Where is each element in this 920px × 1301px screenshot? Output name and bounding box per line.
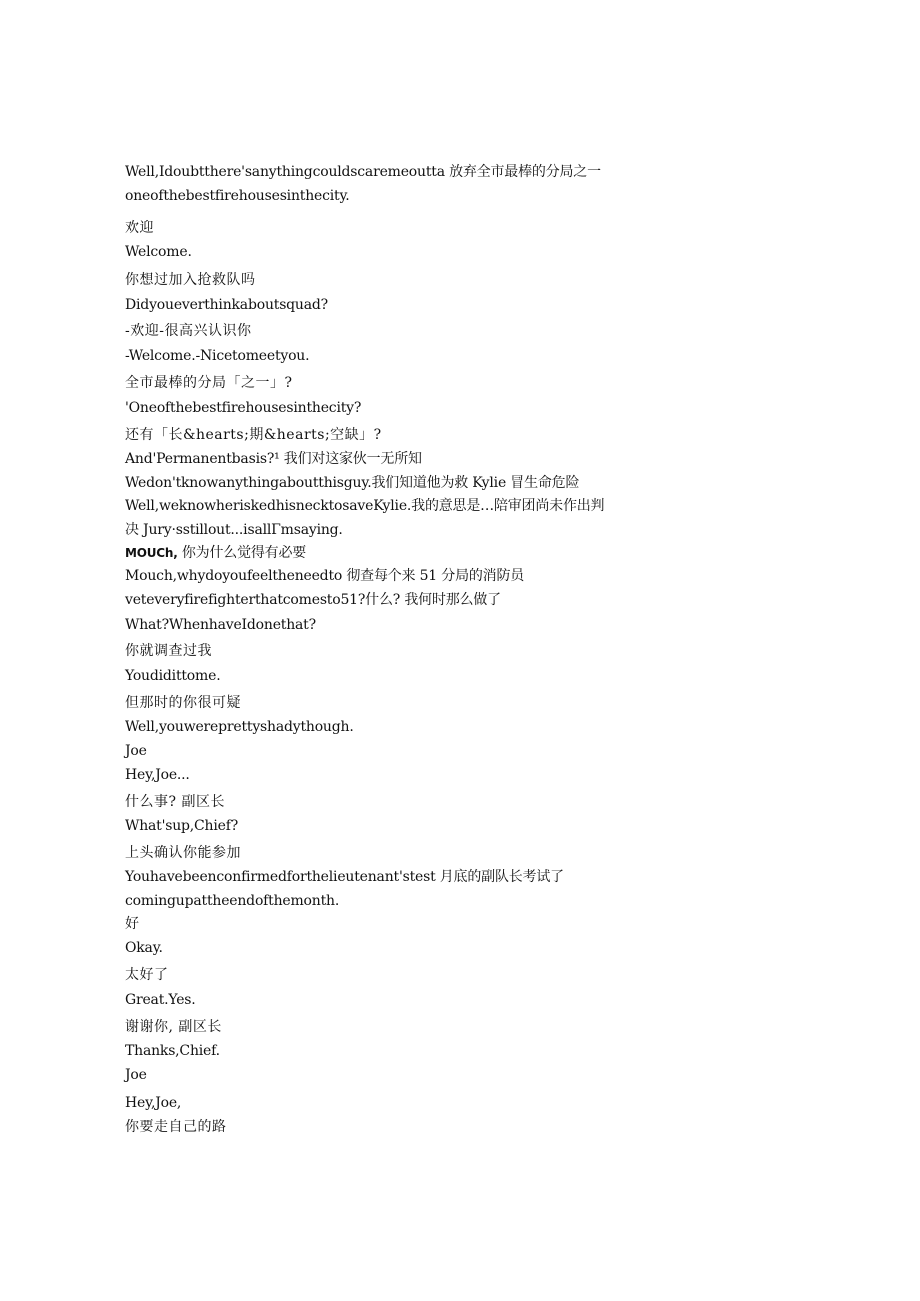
speaker-name: MOUCh, xyxy=(125,546,178,560)
text-line: Didyoueverthinkaboutsquad? xyxy=(125,297,328,313)
text-line: 全市最棒的分局「之一」? xyxy=(125,375,293,391)
text-line: Okay. xyxy=(125,940,163,956)
text-line: comingupattheendofthemonth. xyxy=(125,893,340,909)
text-line: What?WhenhaveIdonethat? xyxy=(125,617,316,633)
text-line: 还有「长&hearts;期&hearts;空缺」? xyxy=(125,427,382,443)
text-line: 上头确认你能参加 xyxy=(125,845,241,861)
text-line: 'Oneofthebestfirehousesinthecity? xyxy=(125,400,362,416)
text-line: 决 Jury·sstillout...isallΓmsaying. xyxy=(125,522,343,538)
text-line: oneofthebestfirehousesinthecity. xyxy=(125,188,350,204)
text-line: -Welcome.-Nicetomeetyou. xyxy=(125,348,310,364)
text-line: Wedon'tknowanythingaboutthisguy.我们知道他为救 Kylie 冒生命危险 xyxy=(125,475,580,491)
text-line: 谢谢你, 副区长 xyxy=(125,1019,222,1035)
text-line: 你想过加入抢救队吗 xyxy=(125,272,256,288)
text-line: 你为什么觉得有必要 xyxy=(181,545,307,561)
text-line: 你就调查过我 xyxy=(125,643,212,659)
text-line-mouch xyxy=(125,544,306,562)
text-line: Well,Idoubtthere'sanythingcouldscaremeoutta 放弃全市最棒的分局之一 xyxy=(125,164,601,180)
text-line: Thanks,Chief. xyxy=(125,1043,220,1059)
text-line: Well,youwereprettyshadythough. xyxy=(125,719,354,735)
text-line: Mouch,whydoyoufeeltheneedto 彻查每个来 51 分局的消防员 xyxy=(125,568,525,584)
text-line: 好 xyxy=(125,916,140,932)
text-line: veteveryfirefighterthatcomesto51?什么? 我何时那么做了 xyxy=(125,592,501,608)
text-line: 但那时的你很可疑 xyxy=(125,695,241,711)
text-line: Well,weknowheriskedhisnecktosaveKylie.我的意思是…陪审团尚未作出判 xyxy=(125,498,605,514)
text-line: And'Permanentbasis?¹ 我们对这家伙一无所知 xyxy=(125,451,422,467)
text-line: Joe xyxy=(125,743,147,759)
text-line: Hey,Joe, xyxy=(125,1095,182,1111)
text-line: 欢迎 xyxy=(125,220,154,236)
text-line: What'sup,Chief? xyxy=(125,818,239,834)
text-line: Youhavebeenconfirmedforthelieutenant'stest 月底的副队长考试了 xyxy=(125,869,564,885)
text-line: 你要走自己的路 xyxy=(125,1119,227,1135)
text-line: 太好了 xyxy=(125,967,169,983)
text-line: Hey,Joe... xyxy=(125,767,190,783)
text-line: Joe xyxy=(125,1067,147,1083)
text-line: Great.Yes. xyxy=(125,992,196,1008)
text-line: -欢迎-很高兴认识你 xyxy=(125,323,252,339)
text-line: 什么事? 副区长 xyxy=(125,794,225,810)
text-line: Youdidittome. xyxy=(125,668,221,684)
text-line: Welcome. xyxy=(125,244,192,260)
